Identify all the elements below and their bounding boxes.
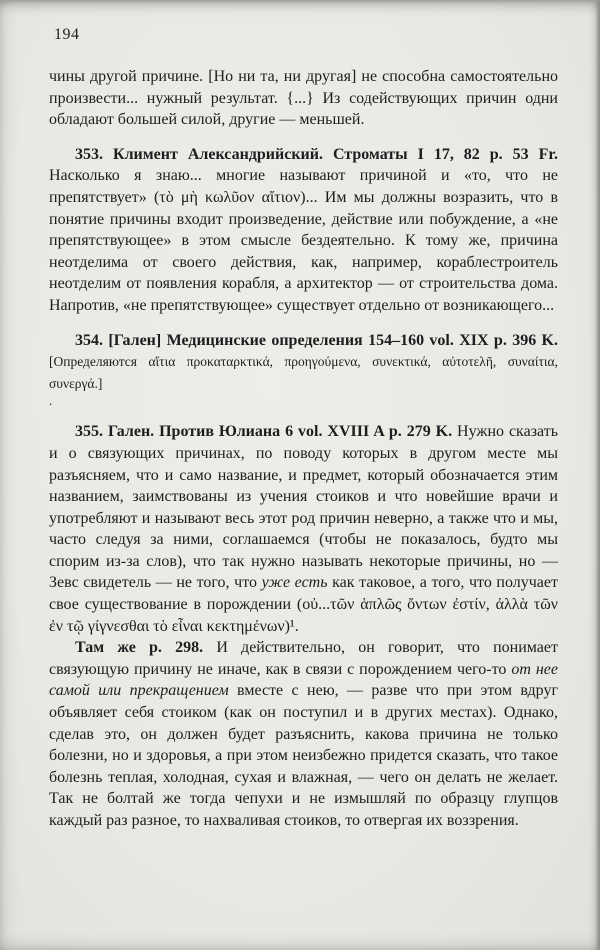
scan-edge-top — [0, 0, 600, 3]
section-355-continuation — [49, 637, 558, 831]
page-number: 194 — [54, 26, 80, 43]
scan-artifact-dot — [49, 394, 558, 408]
text-segment: от нее самой или прекращением — [49, 660, 558, 700]
section-353 — [49, 144, 558, 317]
text-segment: как таковое, а того, что получает свое существование в порождении (οὐ...τῶν ἁπλῶς ὄντων ἐστίν, ἀλλὰ τῶν ἐν τῷ γίγνεσθαι τὸ εἶναι κεκτημένων)¹. — [49, 574, 559, 635]
text-segment: И действительно, он говорит, что понимает связующую причину не иначе, как в связи с порождением чего-то — [49, 639, 558, 678]
text-segment: уже есть — [261, 574, 328, 592]
text-segment: . — [49, 393, 53, 409]
text-segment: 353. Климент Александрийский. Строматы I 17, 82 p. 53 Fr. — [75, 145, 558, 163]
scan-edge-right — [596, 0, 600, 950]
text-segment: 354. [Гален] Медицинские определения 154–160 vol. XIX p. 396 K. — [75, 331, 558, 349]
section-354 — [49, 330, 558, 395]
text-segment: Нужно сказать и о связующих причинах, по поводу которых в другом месте мы разъясняем, что и само название, и предмет, который обозначается этим названием, заимствованы из учения стоиков и что новейшие врачи и употребляют и называют весь этот род причин неверно, а также что и мы, часто следуя за ними, соглашаемся (чтобы не показалось, будто мы спорим из-за слов), что так нужно называть некоторые причины, но — Зевс свидетель — не того, что — [49, 423, 558, 592]
text-segment: Там же p. 298. — [75, 639, 217, 657]
text-segment: [Определяются αἴτια προκαταρκτικά, προηγούμενα, συνεκτικά, αὐτοτελῆ, συναίτια, συνεργά.] — [49, 354, 558, 391]
section-355 — [49, 421, 558, 637]
text-body — [49, 66, 558, 832]
text-segment: вместе с нею, — разве что при этом вдруг объявляет себя стоиком (как он поступил и в других местах). Однако, сделав это, он должен будет разъяснить, какова причина не только болезни, но и здоровья, а при этом неизбежно придется сказать, что такое болезнь теплая, холодная, сухая и влажная, — чего он делать не желает. Так не болтай же тогда чепухи и не измышляй по образцу глупцов каждый раз разное, то нахваливая стоиков, то отвергая их воззрения. — [49, 682, 559, 829]
text-segment: чины другой причине. [Но ни та, ни другая] не способна самостоятельно произвести... нужный результат. {...} Из содействующих причин одни обладают большей силой, другие — меньшей. — [49, 68, 558, 129]
paragraph-continuation — [49, 66, 558, 131]
text-segment: Насколько я знаю... многие называют причиной и «то, что не препятствует» (τὸ μὴ κωλῦον αἴτιον)... Им мы должны возразить, что в понятие причины входит произведение, действие или побуждение, а «не препятствующее» в этом смысле бездеятельно. К тому же, причина неотделима от своего действия, как, например, кораблестроитель неотделим от появления корабля, а архитектор — от строительства дома. Напротив, «не препятствующее» существует отдельно от возникающего... — [49, 167, 558, 314]
text-segment: 355. Гален. Против Юлиана 6 vol. XVIII A p. 279 K. — [75, 423, 458, 441]
